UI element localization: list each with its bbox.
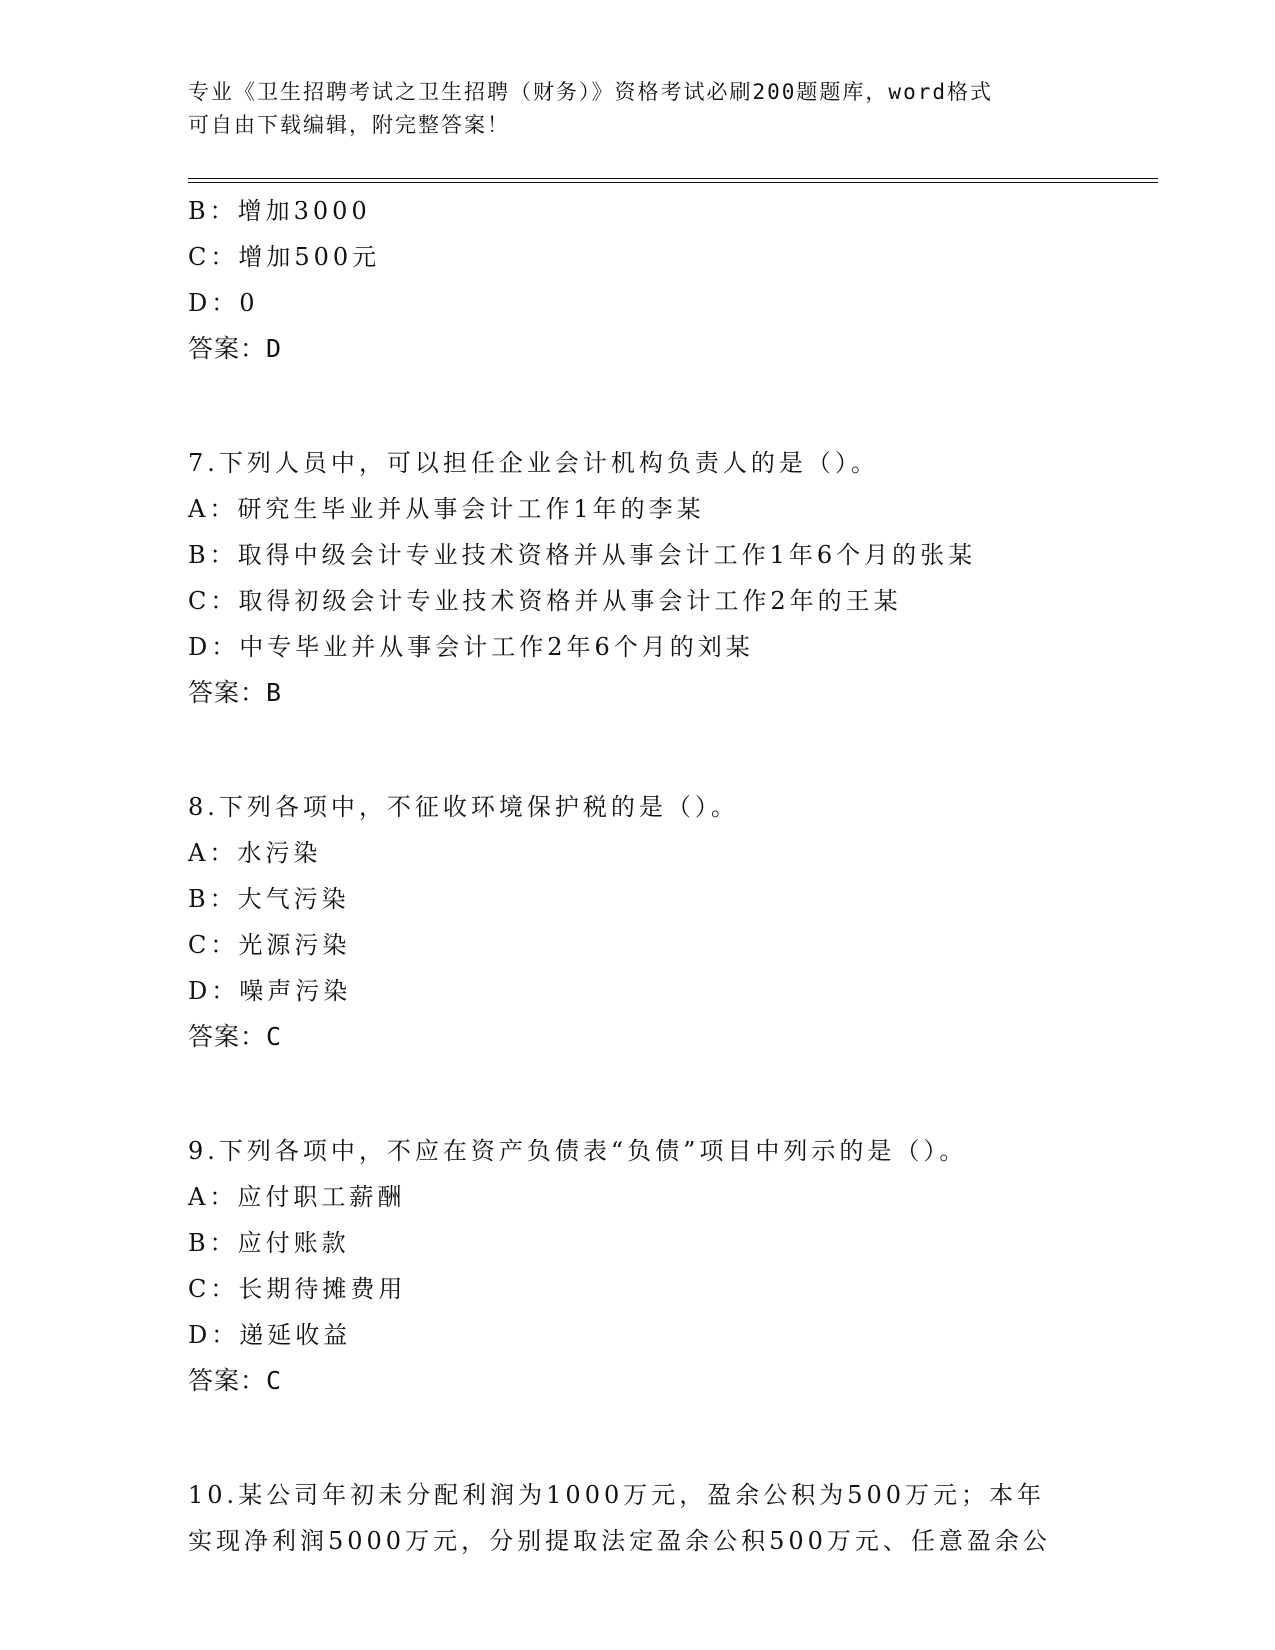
- question-7: [188, 440, 1088, 716]
- question-8: [188, 784, 1088, 1060]
- option-d: D：噪声污染: [188, 977, 352, 1005]
- answer: 答案：C: [188, 1022, 283, 1051]
- header-line-2: 可自由下载编辑，附完整答案！: [188, 113, 510, 137]
- option-b: B：取得中级会计专业技术资格并从事会计工作1年6个月的张某: [188, 541, 977, 569]
- header-double-rule: [188, 178, 1158, 183]
- option-a: A：应付职工薪酬: [188, 1183, 406, 1211]
- question-10: [188, 1472, 1088, 1564]
- option-d: D：递延收益: [188, 1321, 352, 1349]
- option-a: A：水污染: [188, 839, 322, 867]
- question-9: [188, 1128, 1088, 1404]
- option-a: A：研究生毕业并从事会计工作1年的李某: [188, 495, 705, 523]
- option-c: C：增加500元: [188, 243, 381, 271]
- option-b: B：大气污染: [188, 885, 350, 913]
- option-b: B：应付账款: [188, 1229, 350, 1257]
- question-6-tail: [188, 188, 1088, 372]
- answer: 答案：C: [188, 1366, 283, 1395]
- header-line-1: 专业《卫生招聘考试之卫生招聘（财务）》资格考试必刷200题题库，word格式: [188, 80, 993, 104]
- answer: 答案：D: [188, 334, 283, 363]
- answer: 答案：B: [188, 678, 283, 707]
- option-b: B：增加3000: [188, 197, 371, 225]
- option-d: D：0: [188, 289, 259, 317]
- option-d: D：中专毕业并从事会计工作2年6个月的刘某: [188, 633, 754, 661]
- option-c: C：长期待摊费用: [188, 1275, 407, 1303]
- question-text-line-2: 实现净利润5000万元，分别提取法定盈余公积500万元、任意盈余公: [188, 1527, 1051, 1555]
- question-text: 9.下列各项中，不应在资产负债表“负债”项目中列示的是（）。: [188, 1137, 968, 1165]
- question-text: 7.下列人员中，可以担任企业会计机构负责人的是（）。: [188, 449, 879, 477]
- question-text: 8.下列各项中，不征收环境保护税的是（）。: [188, 793, 739, 821]
- option-c: C：光源污染: [188, 931, 351, 959]
- page-header: [188, 76, 1088, 142]
- document-body: [188, 188, 1088, 1564]
- option-c: C：取得初级会计专业技术资格并从事会计工作2年的王某: [188, 587, 902, 615]
- question-text-line-1: 10.某公司年初未分配利润为1000万元，盈余公积为500万元；本年: [188, 1481, 1046, 1509]
